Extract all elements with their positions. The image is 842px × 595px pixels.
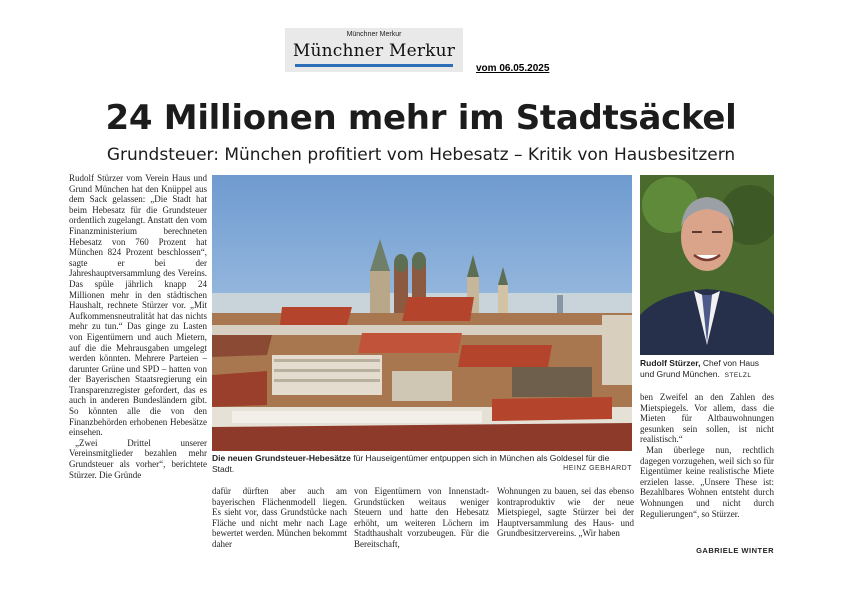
caption-lead: Die neuen Grundsteuer-Hebesätze bbox=[212, 453, 351, 463]
article-column-5 bbox=[640, 392, 774, 558]
paragraph: von Eigentümern von Innenstadt-Grundstücken weitaus weniger Steuern und hatte den Hebesatz erhöht, um weiteren Löchern im Stadthaushalt vorzubeugen. Für die Bereitschaft, bbox=[354, 486, 489, 549]
munich-skyline-photo bbox=[212, 175, 632, 451]
photo-credit: HEINZ GEBHARDT bbox=[563, 465, 632, 472]
paragraph: Wohnungen zu bauen, sei das ebenso kontraproduktiv wie der neue Mietspiegel, sagte Stürzer bei der Hauptversammlung des Haus- und Grundbesitzervereins. „Wir haben bbox=[497, 486, 634, 539]
author-byline: GABRIELE WINTER bbox=[696, 546, 774, 555]
article-column-4 bbox=[497, 486, 634, 558]
article-column-3 bbox=[354, 486, 489, 558]
publication-date: vom 06.05.2025 bbox=[476, 63, 550, 74]
caption-text: für Hauseigentümer entpuppen sich in München als Goldesel für die Stadt. bbox=[212, 453, 610, 474]
article-column-2 bbox=[212, 486, 347, 558]
headline: 24 Millionen mehr im Stadtsäckel bbox=[105, 98, 737, 138]
paragraph: ben Zweifel an den Zahlen des Mietspiegels. Vor allem, dass die Mieten für Altbauwohnungen gesunken sein sollen, ist nicht realistisch.“ bbox=[640, 392, 774, 445]
subheadline: Grundsteuer: München profitiert vom Hebesatz – Kritik von Hausbesitzern bbox=[106, 145, 736, 165]
paragraph: Rudolf Stürzer vom Verein Haus und Grund München hat den Knüppel aus dem Sack gelassen: „Die Stadt hat beim Hebesatz für die Grundsteuer ordentlich zugelangt. Anstatt den vom Finanzministerium berechneten Hebesatz von 760 Prozent hat München 824 Prozent beschlossen“, sagte er bei der Jahreshauptversammlung des Vereins. Das spüle jährlich knapp 24 Millionen mehr in den städtischen Haushalt, rechnete Stürzer vor. „Mit Aufkommensneutralität hat das nichts mehr zu tun.“ Das ginge zu Lasten von Eigentümern und auch Mietern, auf die die Mehrausgaben umgelegt werden könnten. Mehrere Parteien – darunter Grüne und SPD – hatten von der Bayerischen Staatsregierung ein Transparenzregister gefordert, das es auch in anderen Bundesländern gibt. So könnten alle die von den Finanzbehörden erhobenen Hebesätze einsehen. bbox=[69, 173, 207, 438]
paragraph: „Zwei Drittel unserer Vereinsmitglieder bezahlen mehr Grundsteuer als vorher“, berichtete Stürzer. Die Gründe bbox=[69, 437, 207, 480]
article-column-1 bbox=[69, 173, 207, 558]
paragraph: dafür dürften aber auch am bayerischen Flächenmodell liegen. Es sieht vor, dass Grundstücke nach Fläche und nicht mehr nach Lage bewertet werden. München bekommt daher bbox=[212, 486, 347, 549]
portrait-caption-lead: Rudolf Stürzer, bbox=[640, 358, 701, 368]
logo-title: Münchner Merkur bbox=[292, 41, 456, 61]
logo-small-text: Münchner Merkur bbox=[346, 31, 402, 38]
logo-underline bbox=[295, 64, 453, 67]
portrait-caption bbox=[640, 358, 774, 381]
newspaper-logo bbox=[285, 28, 463, 72]
paragraph: Man überlege nun, rechtlich dagegen vorzugehen, weil sich so für Eigentümer keine realistische Miete erzielen lasse. „Unsere These ist: Bezahlbares Wohnen entsteht durch Wohnungen und nicht durch Regulierungen“, so Stürzer. bbox=[640, 444, 774, 519]
portrait-photo bbox=[640, 175, 774, 355]
portrait-caption-text: Chef von Haus und Grund München. bbox=[640, 358, 760, 379]
portrait-credit: STELZL bbox=[724, 372, 752, 379]
